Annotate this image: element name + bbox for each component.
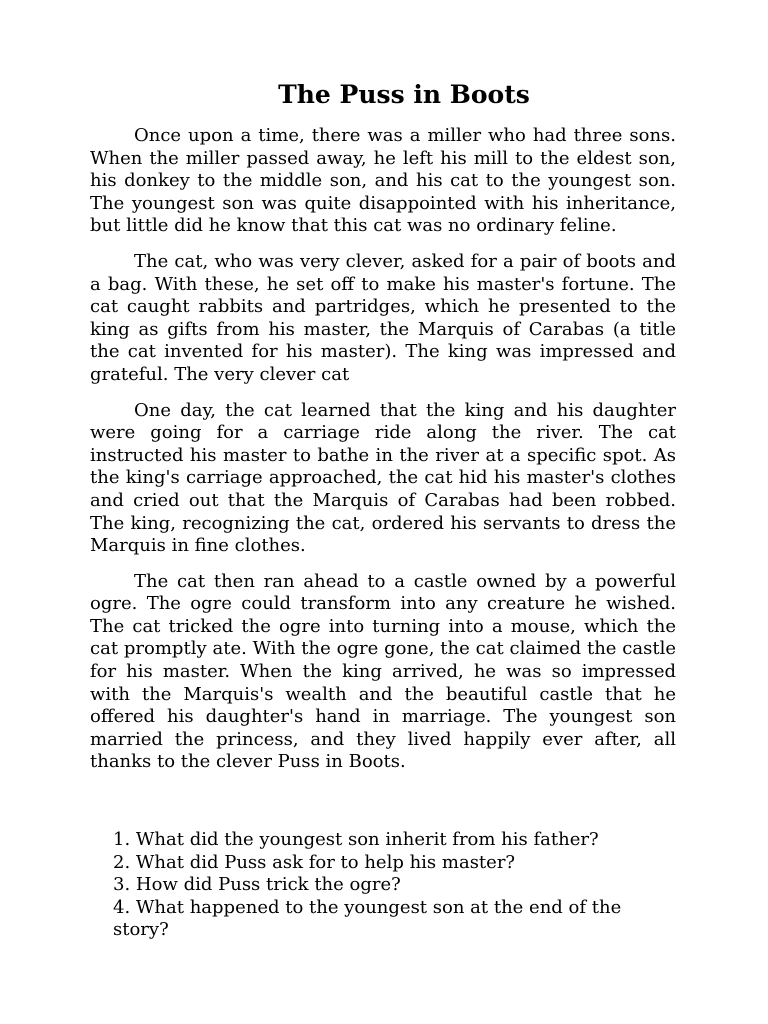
question-text: What happened to the youngest son at the end of the story? — [113, 896, 622, 941]
document-page — [90, 78, 676, 942]
page-title: The Puss in Boots — [278, 80, 530, 109]
question-number: 4. — [113, 896, 131, 918]
story-paragraph-3: One day, the cat learned that the king and his daughter were going for a carriage ride along the river. The cat instructed his master to bathe in the river at a specific spot. As the king's carriage approached, the cat hid his master's clothes and cried out that the Marquis of Carabas had been robbed. The king, recognizing the cat, ordered his servants to dress the Marquis in fine clothes. — [90, 399, 676, 557]
question-number: 2. — [113, 851, 131, 873]
question-number: 3. — [113, 874, 131, 896]
question-number: 1. — [113, 829, 131, 851]
story-paragraph-1: Once upon a time, there was a miller who had three sons. When the miller passed away, he left his mill to the eldest son, his donkey to the middle son, and his cat to the youngest son. The youngest son was quite disappointed with his inheritance, but little did he know that this cat was no ordinary feline. — [90, 125, 676, 237]
question-text: How did Puss trick the ogre? — [135, 874, 401, 896]
story-paragraph-4: The cat then ran ahead to a castle owned by a powerful ogre. The ogre could transform into any creature he wished. The cat tricked the ogre into turning into a mouse, which the cat promptly ate. With the ogre gone, the cat claimed the castle for his master. When the king arrived, he was so impressed with the Marquis's wealth and the beautiful castle that he offered his daughter's hand in marriage. The youngest son married the princess, and they lived happily ever after, all thanks to the clever Puss in Boots. — [90, 570, 676, 773]
story-paragraph-2: The cat, who was very clever, asked for a pair of boots and a bag. With these, he set off to make his master's fortune. The cat caught rabbits and partridges, which he presented to the king as gifts from his master, the Marquis of Carabas (a title the cat invented for his master). The king was impressed and grateful. The very clever cat — [90, 250, 676, 385]
question-item — [113, 829, 676, 852]
question-item — [113, 897, 676, 942]
question-text: What did the youngest son inherit from his father? — [135, 829, 599, 851]
question-text: What did Puss ask for to help his master? — [135, 851, 516, 873]
question-list — [90, 829, 676, 942]
question-item — [113, 852, 676, 875]
question-item — [113, 874, 676, 897]
